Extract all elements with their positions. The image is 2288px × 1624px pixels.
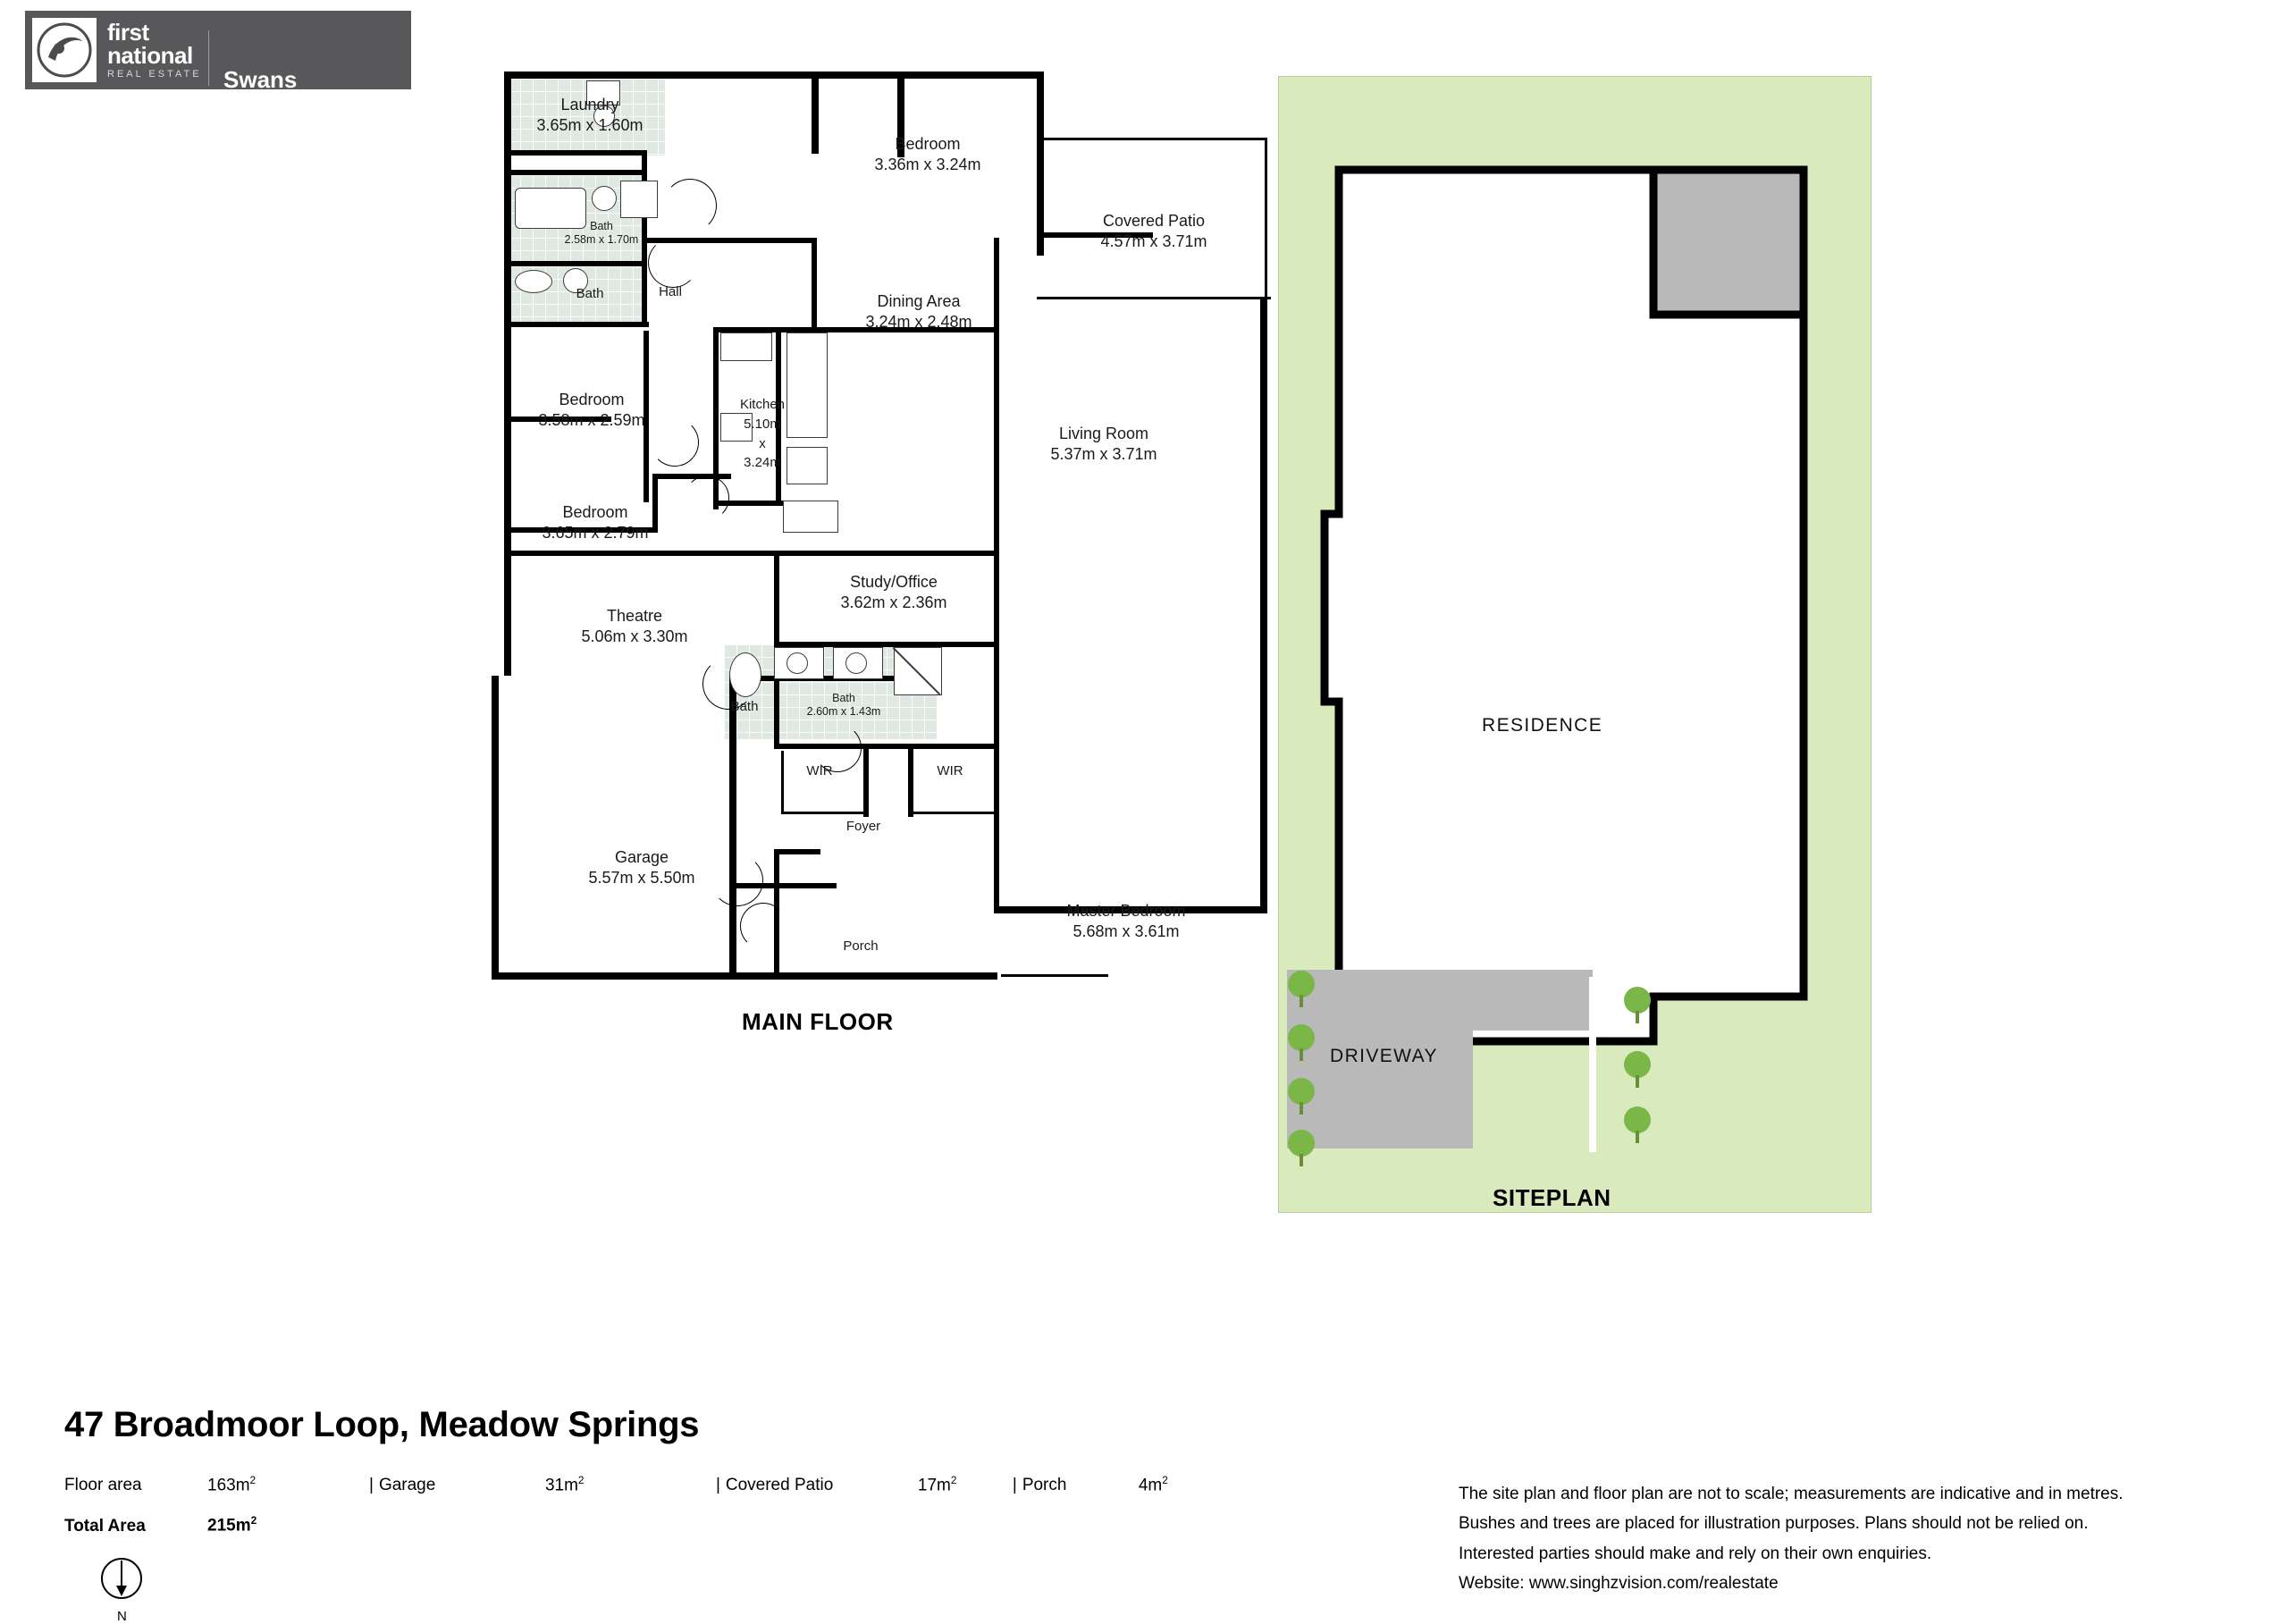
main-floor-label: MAIN FLOOR [742,1008,894,1035]
wall [504,261,647,266]
door-arc [663,179,717,232]
room-label-bedroom-3: Bedroom 3.58m x 2.59m [538,391,645,429]
agency-name: Swans Residential [223,66,348,121]
garage-label: Garage [378,1476,436,1495]
patio-edge [1265,138,1267,309]
siteplan [1278,76,1886,1354]
room-label-study: Study/Office 3.62m x 2.36m [840,573,947,611]
patio-edge [1037,297,1271,299]
logo-line3: REAL ESTATE [107,69,202,80]
porch-value: $4m^2$ [1138,1475,1168,1495]
agency-logo [25,11,411,121]
siteplan-label: SITEPLAN [1493,1184,1611,1211]
wall [504,72,819,79]
wall [774,551,999,556]
area-row-primary [64,1475,1168,1495]
separator: | [1012,1476,1017,1495]
room-label-dining: Dining Area 3.24m x 2.48m [865,292,972,331]
wall [504,170,647,175]
wall [652,474,731,479]
floor-area-value: $163m^2$ [207,1475,257,1495]
room-label-porch: Porch [843,938,879,954]
wall [504,322,511,590]
path-line [1589,977,1596,1152]
room-label-bedroom-2: Bedroom 3.36m x 3.24m [874,135,981,173]
page-title: 47 Broadmoor Loop, Meadow Springs [64,1405,700,1444]
wall [504,551,511,676]
residence-label: RESIDENCE [1482,715,1603,736]
wir-line [912,812,997,814]
wall [812,72,819,154]
garage-value: $31m^2$ [544,1475,585,1495]
wall [774,744,999,749]
logo-line1: first [107,19,149,46]
room-label-foyer: Foyer [845,819,881,834]
tree-icon [1619,1106,1655,1145]
driveway-label: DRIVEWAY [1330,1046,1438,1066]
wall [774,972,997,980]
toilet-icon [515,270,552,293]
wir-line [996,751,998,813]
room-label-bedroom-4: Bedroom 3.65m x 2.79m [542,503,649,542]
disclaimer-line-3: Interested parties should make and rely on their own enquiries. [1459,1544,1932,1563]
first-national-swoosh-icon [32,18,97,82]
wall [1037,72,1044,256]
tree-icon [1283,1077,1319,1116]
toilet-icon [729,652,761,697]
disclaimer-line-2: Bushes and trees are placed for illustration purposes. Plans should not be relied on. [1459,1514,2089,1534]
basin-icon [786,652,808,674]
room-label-bath-2: Bath [576,286,604,301]
logo-divider [208,30,209,86]
wir-line [781,751,784,813]
room-label-wir-2: WIR [937,763,963,778]
compass-label: N [117,1609,127,1624]
wall [897,72,1044,79]
driveway-apron [1325,970,1593,1031]
room-label-laundry: Laundry 3.65m x 1.60m [536,96,644,134]
tree-icon [1283,1023,1319,1063]
porch-label: Porch [1022,1476,1067,1495]
room-label-bath-1: Bath 2.58m x 1.70m [564,220,639,246]
area-row-total [64,1515,1168,1536]
tree-icon [1283,1129,1319,1168]
shower-icon [620,181,658,218]
room-label-theatre: Theatre 5.06m x 3.30m [581,607,688,645]
tree-icon [1283,970,1319,1009]
wall [812,238,817,334]
tree-icon [1619,986,1655,1025]
wall [908,747,913,817]
wall [994,551,999,908]
separator: | [715,1476,720,1495]
room-label-covered-patio: Covered Patio 4.57m x 3.71m [1100,212,1207,250]
logo-line2: national [107,42,193,69]
room-label-garage: Garage 5.57m x 5.50m [588,848,695,887]
wir-line [781,812,867,814]
basin-icon [845,652,867,674]
separator: | [369,1476,374,1495]
patio-edge [1044,138,1267,140]
wall [504,150,647,156]
logo-wordmark [107,21,202,80]
compass-north-icon [89,1557,154,1612]
wall [1260,520,1267,913]
wall [1260,297,1267,520]
pantry-icon [783,501,838,533]
wall [504,72,511,334]
wall [504,322,649,327]
total-area-value: $215m^2$ [207,1515,257,1536]
wall [863,747,869,817]
covered-patio-label: Covered Patio [725,1476,834,1495]
kitchen-bench-icon [720,332,772,361]
disclaimer-line-1: The site plan and floor plan are not to scale; measurements are indicative and in metres. [1459,1485,2124,1503]
room-label-hall: Hall [659,284,682,299]
door-arc [685,475,729,520]
wall [774,551,779,647]
wall [812,72,904,79]
room-label-living: Living Room 5.37m x 3.71m [1050,425,1157,463]
basin-icon [592,186,617,211]
covered-patio-value: $17m^2$ [917,1475,957,1495]
wall [774,849,820,854]
room-label-kitchen: Kitchen 5.10m x 3.24m [739,397,786,471]
wall [492,676,499,980]
room-label-wir-1: WIR [806,763,833,778]
area-summary [64,1475,1168,1536]
wall [994,238,999,551]
room-label-bath-3: Bath [730,699,759,714]
disclaimer-block [1459,1479,2124,1598]
main-floor-plan [429,63,1207,1359]
room-label-master: Master Bedroom 5.68m x 3.61m [1066,902,1186,940]
disclaimer-line-4: Website: www.singhzvision.com/realestate [1459,1573,1779,1593]
total-area-label: Total Area [64,1516,146,1536]
tree-icon [1619,1050,1655,1090]
door-arc [740,903,786,949]
porch-edge [1001,974,1108,977]
room-label-bath-4: Bath 2.60m x 1.43m [806,692,881,718]
floor-area-label: Floor area [64,1476,142,1495]
